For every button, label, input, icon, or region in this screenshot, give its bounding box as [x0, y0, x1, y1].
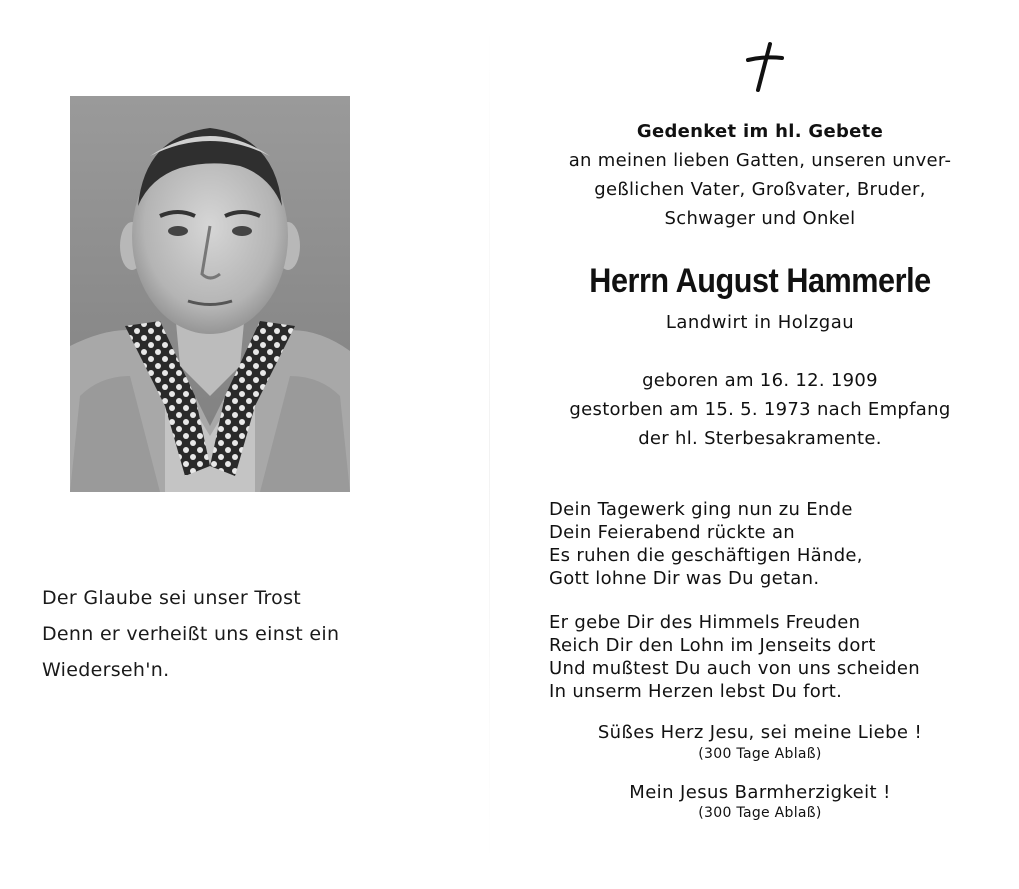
verse-stanza-2 [549, 611, 989, 703]
fold-line [489, 20, 490, 870]
verse-line: Gott lohne Dir was Du getan. [549, 568, 820, 589]
intro-line: an meinen lieben Gatten, unseren unver- [568, 150, 952, 171]
prayer-1-note: (300 Tage Ablaß) [698, 746, 822, 762]
verse-line: Und mußtest Du auch von uns scheiden [549, 658, 920, 679]
verse-line: Reich Dir den Lohn im Jenseits dort [549, 635, 876, 656]
verse-line: In unserm Herzen lebst Du fort. [549, 681, 843, 702]
left-verse [42, 580, 462, 688]
dates-block [530, 366, 990, 453]
left-verse-line: Denn er verheißt uns einst ein [42, 623, 340, 645]
portrait-image [70, 96, 350, 492]
date-line: geboren am 16. 12. 1909 [642, 370, 878, 391]
deceased-name: Herrn August Hammerle [589, 262, 931, 300]
intro-block [530, 117, 990, 233]
verse-line: Es ruhen die geschäftigen Hände, [549, 545, 863, 566]
occupation: Landwirt in Holzgau [665, 312, 855, 333]
date-line: gestorben am 15. 5. 1973 nach Empfang [569, 399, 951, 420]
portrait-photo [70, 96, 350, 492]
verse-line: Er gebe Dir des Himmels Freuden [549, 612, 861, 633]
left-verse-line: Der Glaube sei unser Trost [42, 587, 302, 609]
intro-line: Schwager und Onkel [664, 208, 856, 229]
verse-line: Dein Tagewerk ging nun zu Ende [549, 499, 853, 520]
intro-heading: Gedenket im hl. Gebete [636, 121, 884, 142]
verse-stanza-1 [549, 498, 989, 590]
prayer-2-note: (300 Tage Ablaß) [698, 805, 822, 821]
prayer-2: Mein Jesus Barmherzigkeit ! [629, 782, 891, 803]
date-line: der hl. Sterbesakramente. [638, 428, 882, 449]
left-verse-line: Wiederseh'n. [42, 659, 170, 681]
cross-icon [740, 40, 790, 92]
prayer-1: Süßes Herz Jesu, sei meine Liebe ! [597, 722, 923, 743]
verse-line: Dein Feierabend rückte an [549, 522, 795, 543]
intro-line: geßlichen Vater, Großvater, Bruder, [594, 179, 926, 200]
